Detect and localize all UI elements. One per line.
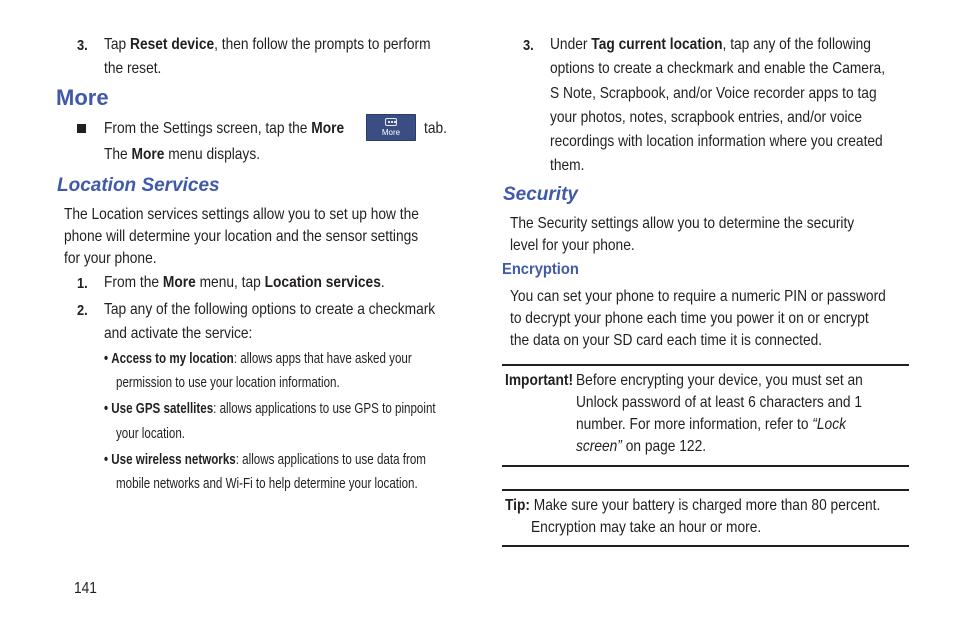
tip-text: Make sure your battery is charged more than 80 percent.	[533, 497, 881, 514]
encryption-text-line: the data on your SD card each time it is connected.	[510, 332, 823, 349]
reset-device-term: Reset device	[130, 36, 215, 53]
encryption-text-line: You can set your phone to require a numeric PIN or password	[510, 288, 886, 305]
list-item-line: permission to use your location information.	[116, 375, 340, 391]
tip-line	[505, 494, 880, 518]
bullet-term: Use GPS satellites	[111, 401, 214, 417]
step-text	[550, 33, 871, 57]
location-intro-line: The Location services settings allow you to set up how the	[64, 206, 419, 223]
tab-word: tab.	[424, 120, 447, 137]
important-text-line	[576, 435, 706, 459]
list-item-line: mobile networks and Wi-Fi to help determine your location.	[116, 476, 418, 492]
step-text-line: the reset.	[104, 60, 162, 77]
step-text-line: and activate the service:	[104, 325, 253, 342]
bullet-text: : allows applications to use GPS to pinpoint	[213, 401, 436, 417]
bullet-term: Use wireless networks	[111, 452, 236, 468]
more-term: More	[162, 274, 196, 291]
security-intro-line: level for your phone.	[510, 237, 635, 254]
location-services-term: Location services	[264, 274, 381, 291]
more-term: More	[311, 120, 345, 137]
tip-label: Tip:	[505, 497, 530, 514]
bullet-term: Access to my location	[111, 351, 234, 367]
section-heading-encryption: Encryption	[502, 261, 579, 278]
important-text-line: Before encrypting your device, you must set an	[576, 372, 863, 389]
step-text-part: Tap	[104, 36, 131, 53]
step-text-line: S Note, Scrapbook, and/or Voice recorder apps to tag	[550, 85, 877, 102]
security-intro-line: The Security settings allow you to determine the security	[510, 215, 855, 232]
step-text-part: , tap any of the following	[722, 36, 871, 53]
note-bottom-rule	[502, 465, 909, 467]
tip-line: Encryption may take an hour or more.	[531, 519, 762, 536]
lock-screen-reference: screen”	[576, 438, 622, 455]
instruction-part: The	[104, 146, 132, 163]
step-number: 3.	[523, 37, 534, 54]
step-text-line: Tap any of the following options to create a checkmark	[104, 301, 436, 318]
important-text-part: number. For more information, refer to	[576, 416, 813, 433]
more-instruction-line	[104, 143, 260, 167]
bullet-icon: •	[104, 401, 109, 417]
more-term: More	[131, 146, 165, 163]
step-text-part: menu, tap	[195, 274, 265, 291]
list-item	[104, 448, 426, 472]
important-text-part: on page 122.	[621, 438, 707, 455]
more-dots-icon	[385, 118, 397, 126]
tip-top-rule	[502, 489, 909, 491]
more-tab-label: More	[381, 128, 401, 137]
step-text	[104, 271, 385, 295]
step-text-line: them.	[550, 157, 585, 174]
important-text-line	[576, 413, 846, 437]
more-instruction	[104, 117, 344, 141]
location-intro-line: for your phone.	[64, 250, 157, 267]
step-text-line: your photos, notes, scrapbook entries, and/or voice	[550, 109, 863, 126]
location-intro-line: phone will determine your location and the sensor settings	[64, 228, 419, 245]
step-number: 1.	[77, 275, 88, 292]
instruction-part: menu displays.	[164, 146, 261, 163]
list-item-line: your location.	[116, 426, 185, 442]
step-text-line: options to create a checkmark and enable the Camera,	[550, 60, 886, 77]
bullet-text: : allows apps that have asked your	[233, 351, 412, 367]
step-text	[104, 33, 431, 57]
bullet-icon: •	[104, 351, 109, 367]
step-text-part: , then follow the prompts to perform	[214, 36, 431, 53]
important-text-line: Unlock password of at least 6 characters and 1	[576, 394, 863, 411]
step-number: 3.	[77, 37, 88, 54]
more-tab-icon	[366, 114, 416, 141]
bullet-text: : allows applications to use data from	[235, 452, 426, 468]
tag-current-location-term: Tag current location	[591, 36, 723, 53]
section-heading-security: Security	[503, 184, 578, 205]
step-text-part: Under	[550, 36, 592, 53]
step-number: 2.	[77, 302, 88, 319]
section-heading-location-services: Location Services	[57, 175, 220, 196]
page-number: 141	[74, 580, 97, 597]
instruction-part: From the Settings screen, tap the	[104, 120, 312, 137]
list-item	[104, 347, 412, 371]
step-text-part: From the	[104, 274, 163, 291]
note-top-rule	[502, 364, 909, 366]
square-bullet-icon	[77, 124, 86, 133]
encryption-text-line: to decrypt your phone each time you power it on or encrypt	[510, 310, 869, 327]
important-label	[505, 369, 573, 393]
step-text-part: .	[380, 274, 385, 291]
tip-bottom-rule	[502, 545, 909, 547]
section-heading-more: More	[56, 85, 109, 110]
step-text-line: recordings with location information where you created	[550, 133, 883, 150]
important-label-text: Important!	[505, 372, 574, 389]
bullet-icon: •	[104, 452, 109, 468]
list-item	[104, 397, 436, 421]
lock-screen-reference: “Lock	[812, 416, 846, 433]
